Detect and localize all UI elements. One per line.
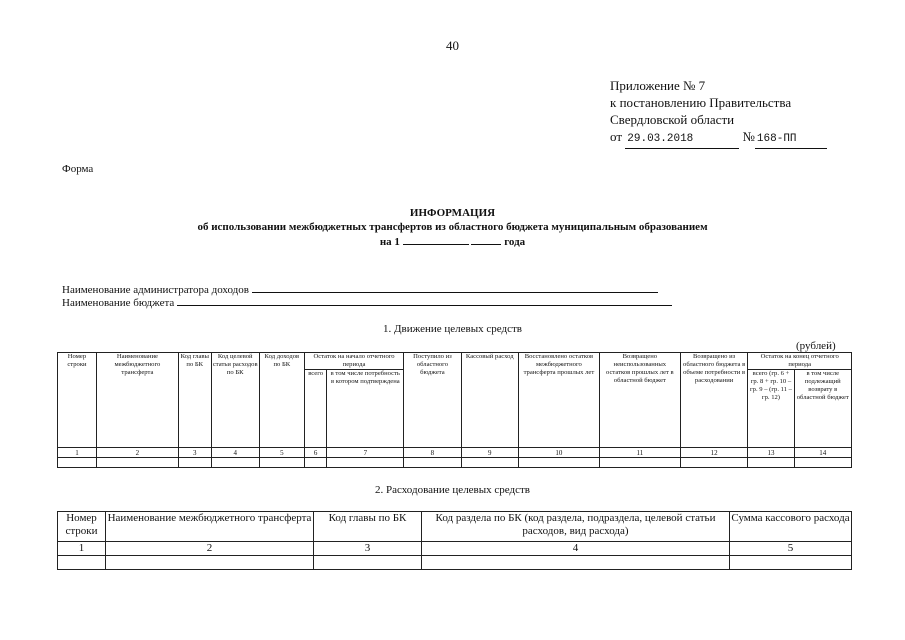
t1-col-number: 5 — [259, 448, 304, 458]
title-subheading: об использовании межбюджетных трансфертов из областного бюджета муниципальным образованием — [197, 221, 708, 233]
document-title — [0, 206, 905, 249]
title-heading: ИНФОРМАЦИЯ — [409, 207, 496, 219]
t2-empty-row — [58, 556, 852, 570]
t1-header-received: Поступило из областного бюджета — [404, 353, 461, 448]
t2-header-transfer-name: Наименование межбюджетного трансферта — [106, 512, 314, 542]
t1-header-cash-expense: Кассовый расход — [461, 353, 518, 448]
t1-col-number: 11 — [599, 448, 680, 458]
budget-field — [62, 295, 672, 309]
t1-empty-cell — [680, 458, 748, 468]
t1-empty-cell — [404, 458, 461, 468]
appendix-region: Свердловской области — [610, 112, 735, 127]
t1-header-target-article-code: Код целевой статьи расходов по БК — [211, 353, 259, 448]
appendix-date-line — [610, 128, 827, 149]
t1-empty-cell — [599, 458, 680, 468]
t1-header-transfer-name: Наименование межбюджетного трансферта — [96, 353, 178, 448]
t1-header-row-number: Номер строки — [58, 353, 97, 448]
t1-column-numbers-row — [58, 448, 852, 458]
admin-field — [62, 282, 658, 296]
t1-empty-cell — [259, 458, 304, 468]
t1-header-closing-balance: Остаток на конец отчетного периода — [748, 353, 852, 370]
page-number: 40 — [446, 38, 459, 53]
t1-col-number: 8 — [404, 448, 461, 458]
appendix-reference: к постановлению Правительства — [610, 95, 792, 110]
t1-header-closing-total: всего (гр. 6 + гр. 8 + гр. 10 – гр. 9 – (гр. 11 – гр. 12) — [748, 370, 794, 448]
t1-col-number: 10 — [518, 448, 599, 458]
title-date-prefix: на 1 — [379, 236, 400, 248]
title-date-line — [0, 234, 905, 249]
t2-empty-cell — [314, 556, 422, 570]
t2-col-number: 4 — [422, 542, 730, 556]
t1-empty-cell — [58, 458, 97, 468]
t1-header-returned-unused: Возвращено неиспользованных остатков прошлых лет в областной бюджет — [599, 353, 680, 448]
appendix-number: 168-ПП — [755, 131, 827, 149]
section2-title: 2. Расходование целевых средств — [374, 484, 530, 496]
t2-col-number: 3 — [314, 542, 422, 556]
t1-col-number: 3 — [178, 448, 211, 458]
budget-field-label: Наименование бюджета — [62, 297, 175, 309]
t2-header-cash-expense-sum: Сумма кассового расхода — [730, 512, 852, 542]
t1-col-number: 2 — [96, 448, 178, 458]
t1-empty-cell — [96, 458, 178, 468]
t2-col-number: 1 — [58, 542, 106, 556]
t1-col-number: 7 — [327, 448, 404, 458]
t1-header-income-code: Код доходов по БК — [259, 353, 304, 448]
t1-header-closing-to-return: в том числе подлежащий возврату в областной бюджет — [794, 370, 852, 448]
t2-header-section-code: Код раздела по БК (код раздела, подраздела, целевой статьи расходов, вид расхода) — [422, 512, 730, 542]
units-label: (рублей) — [796, 340, 836, 352]
t1-empty-cell — [178, 458, 211, 468]
budget-field-line — [177, 295, 672, 306]
target-funds-movement-table — [57, 352, 852, 468]
t1-header-returned-from-budget: Возвращено из областного бюджета в объеме потребности в расходовании — [680, 353, 748, 448]
t2-empty-cell — [106, 556, 314, 570]
t2-column-numbers-row — [58, 542, 852, 556]
appendix-title: Приложение № 7 — [610, 78, 706, 93]
t2-empty-cell — [730, 556, 852, 570]
title-date-blank-1 — [403, 234, 469, 245]
title-date-suffix: года — [504, 236, 526, 248]
t2-empty-cell — [422, 556, 730, 570]
appendix-date: 29.03.2018 — [625, 131, 739, 149]
t2-col-number: 2 — [106, 542, 314, 556]
t1-col-number: 13 — [748, 448, 794, 458]
t1-empty-cell — [518, 458, 599, 468]
t1-empty-cell — [304, 458, 327, 468]
appendix-block — [610, 77, 827, 149]
target-funds-spending-table — [57, 511, 852, 570]
t1-header-restored: Восстановлено остатков межбюджетного трансферта прошлых лет — [518, 353, 599, 448]
t1-empty-cell — [748, 458, 794, 468]
t1-header-chapter-code: Код главы по БК — [178, 353, 211, 448]
t1-empty-row — [58, 458, 852, 468]
t1-col-number: 1 — [58, 448, 97, 458]
t1-empty-cell — [794, 458, 852, 468]
t1-header-opening-balance: Остаток на начало отчетного периода — [304, 353, 403, 370]
t1-empty-cell — [211, 458, 259, 468]
t1-col-number: 6 — [304, 448, 327, 458]
appendix-number-label: № — [742, 129, 755, 144]
t2-header-row-number: Номер строки — [58, 512, 106, 542]
t1-empty-cell — [327, 458, 404, 468]
t1-col-number: 9 — [461, 448, 518, 458]
t1-col-number: 14 — [794, 448, 852, 458]
section1-title: 1. Движение целевых средств — [383, 323, 522, 335]
t1-col-number: 12 — [680, 448, 748, 458]
appendix-from-label: от — [610, 129, 623, 144]
admin-field-line — [252, 282, 658, 293]
admin-field-label: Наименование администратора доходов — [62, 284, 249, 296]
t1-col-number: 4 — [211, 448, 259, 458]
t2-empty-cell — [58, 556, 106, 570]
t2-col-number: 5 — [730, 542, 852, 556]
t1-header-opening-total: всего — [304, 370, 327, 448]
t1-header-opening-confirmed: в том числе потребность в котором подтверждена — [327, 370, 404, 448]
title-date-blank-2 — [471, 234, 501, 245]
t2-header-chapter-code: Код главы по БК — [314, 512, 422, 542]
t1-empty-cell — [461, 458, 518, 468]
form-label: Форма — [62, 163, 94, 175]
